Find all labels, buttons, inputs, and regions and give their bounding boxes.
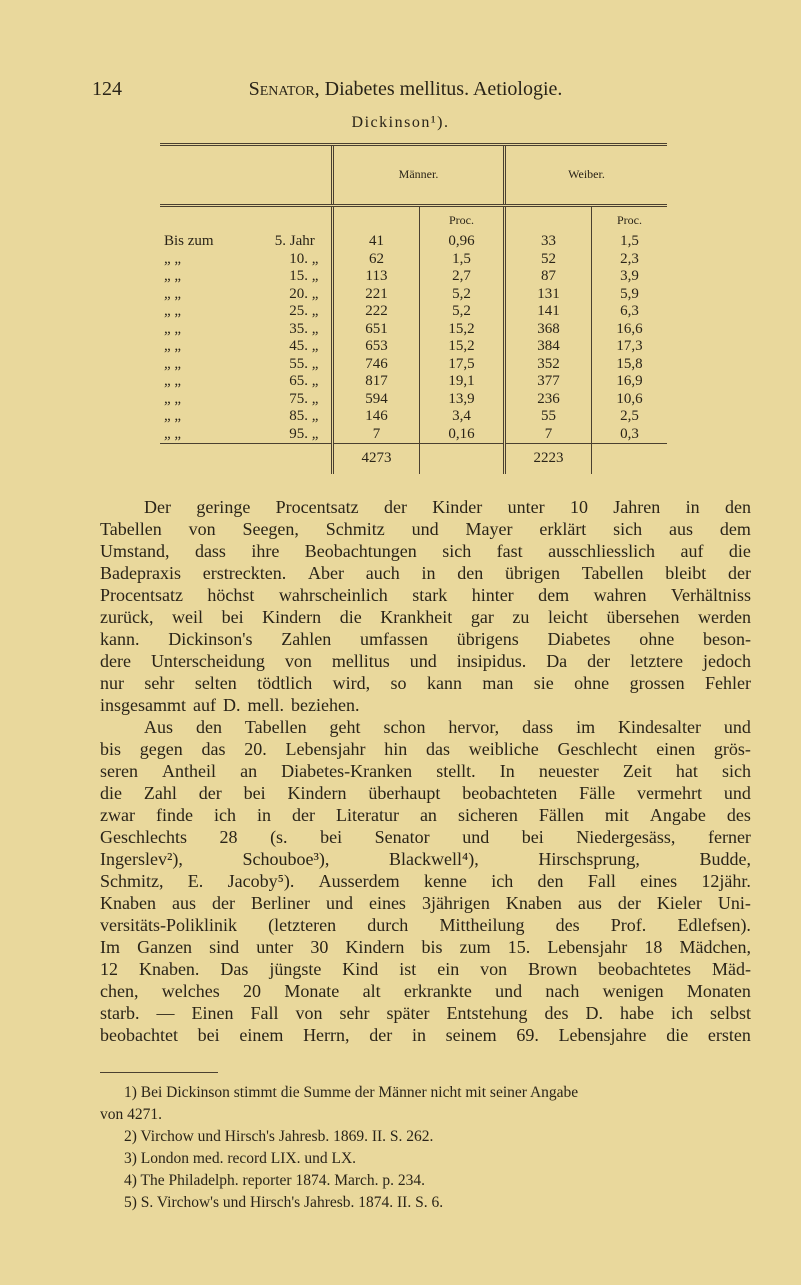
weiber-count: 131 [505,286,592,304]
text-line: Der geringe Procentsatz der Kinder unter 10 Jahren in den [144,497,751,517]
proc-label-row [160,206,667,234]
footnote-divider [100,1072,218,1073]
age-unit: „ [311,320,319,337]
weiber-count: 55 [505,408,592,426]
maenner-percent: 2,7 [420,268,505,286]
table-row [160,408,667,426]
page-number: 124 [92,78,122,100]
footnotes [100,1082,751,1214]
text-line: Knaben aus der Berliner und eines 3jährigen Knaben aus der Kieler Uni- [100,893,751,913]
age-unit: „ [311,355,319,372]
maenner-count: 746 [333,356,420,374]
age-prefix: „ „ [164,408,182,424]
maenner-percent: 0,16 [420,426,505,444]
text-line: Aus den Tabellen geht schon hervor, dass im Kindesalter und [144,717,751,737]
weiber-percent: 5,9 [592,286,668,304]
weiber-count: 52 [505,251,592,269]
weiber-count: 384 [505,338,592,356]
table-row [160,268,667,286]
age-label [160,391,333,409]
maenner-percent: 15,2 [420,321,505,339]
text-line: Geschlechts 28 (s. bei Senator und bei Niedergesäss, ferner [100,827,751,847]
weiber-percent: 10,6 [592,391,668,409]
age-unit: „ [311,303,319,319]
text-line: die Zahl der bei Kindern überhaupt beobachteten Fälle vermehrt und [100,783,751,803]
age-label [160,373,333,391]
weiber-percent: 16,9 [592,373,668,391]
weiber-percent: 3,9 [592,268,668,286]
text-line: Umstand, dass ihre Beobachtungen sich fast ausschliesslich auf die [100,541,751,561]
age-label [160,338,333,356]
age-unit: „ [311,268,319,284]
text-line: zwar finde ich in der Literatur an sicheren Fällen mit Angabe des [100,805,751,825]
table-row [160,251,667,269]
age-prefix: „ „ [164,338,182,354]
maenner-count: 222 [333,303,420,321]
age-value: 25. [289,303,308,319]
maenner-count: 221 [333,286,420,304]
weiber-total: 2223 [505,444,592,475]
age-unit: „ [311,408,319,424]
text-line: dere Unterscheidung von mellitus und insipidus. Da der letztere jedoch [100,651,751,671]
text-line: starb. — Einen Fall von sehr später Entstehung des D. habe ich selbst [100,1003,751,1023]
table-row [160,286,667,304]
weiber-percent: 17,3 [592,338,668,356]
table-row [160,391,667,409]
age-prefix: „ „ [164,250,182,267]
weiber-count: 87 [505,268,592,286]
maenner-percent: 0,96 [420,233,505,251]
age-unit: „ [311,285,319,302]
age-label [160,303,333,321]
age-prefix: „ „ [164,425,182,442]
table-row [160,373,667,391]
maenner-percent: 5,2 [420,303,505,321]
table-row [160,426,667,444]
maenner-percent: 1,5 [420,251,505,269]
age-distribution-table [160,143,667,474]
weiber-count: 377 [505,373,592,391]
age-unit: „ [311,250,319,267]
text-line: 12 Knaben. Das jüngste Kind ist ein von Brown beobachtetes Mäd- [100,959,751,979]
age-label [160,286,333,304]
weiber-percent: 6,3 [592,303,668,321]
table-row [160,356,667,374]
header-empty [160,145,333,206]
age-unit: „ [311,425,319,442]
maenner-count: 651 [333,321,420,339]
weiber-count: 368 [505,321,592,339]
maenner-count: 41 [333,233,420,251]
text-line: Tabellen von Seegen, Schmitz und Mayer erklärt sich aus dem [100,519,751,539]
text-line: chen, welches 20 Monate alt erkrankte und nach wenigen Monaten [100,981,751,1001]
age-label [160,321,333,339]
age-prefix: „ „ [164,390,182,407]
age-value: 85. [289,408,308,424]
weiber-count: 236 [505,391,592,409]
age-label [160,356,333,374]
age-label [160,408,333,426]
age-value: 75. [289,390,308,407]
weiber-percent: 0,3 [592,426,668,444]
maenner-count: 817 [333,373,420,391]
age-unit: Jahr [289,233,315,249]
age-unit: „ [311,338,319,354]
maenner-count: 594 [333,391,420,409]
footnote: 1) Bei Dickinson stimmt die Summe der Männer nicht mit seiner Angabe [124,1084,579,1101]
age-unit: „ [311,373,319,389]
text-line: Badepraxis erstreckten. Aber auch in den übrigen Tabellen bleibt der [100,563,751,583]
maenner-percent: 3,4 [420,408,505,426]
age-unit: „ [311,390,319,407]
age-label [160,268,333,286]
running-header-title: Diabetes mellitus. Aetiologie. [324,78,563,100]
text-line: insgesammt auf D. mell. beziehen. [100,695,360,715]
age-value: 10. [289,250,308,267]
footnote: von 4271. [100,1106,162,1123]
text-line: versitäts-Poliklinik (letzteren durch Mittheilung des Prof. Edlefsen). [100,915,751,935]
footnote: 5) S. Virchow's und Hirsch's Jahresb. 1874. II. S. 6. [124,1194,444,1211]
weiber-count: 33 [505,233,592,251]
text-line: Ingerslev²), Schouboe³), Blackwell⁴), Hirschsprung, Budde, [100,849,751,869]
maenner-percent: 5,2 [420,286,505,304]
text-line: bis gegen das 20. Lebensjahr hin das weibliche Geschlecht einen grös- [100,739,751,759]
proc-label-w: Proc. [592,206,668,234]
body-text [100,496,751,1046]
text-line: kann. Dickinson's Zahlen umfassen übrigens Diabetes ohne beson- [100,629,751,649]
running-header [0,78,801,101]
age-prefix: „ „ [164,303,182,319]
text-line: Schmitz, E. Jacoby⁵). Ausserdem kenne ich den Fall eines 12jähr. [100,871,751,891]
weiber-percent: 15,8 [592,356,668,374]
age-prefix: Bis zum [164,233,214,249]
weiber-count: 7 [505,426,592,444]
weiber-percent: 2,3 [592,251,668,269]
age-value: 55. [289,355,308,372]
age-label [160,233,333,251]
text-line: seren Antheil an Diabetes-Kranken stellt. In neuester Zeit hat sich [100,761,751,781]
age-value: 5. [274,233,286,249]
age-value: 95. [289,425,308,442]
text-line: Procentsatz höchst wahrscheinlich stark hinter dem wahren Verhältniss [100,585,751,605]
footnote: 3) London med. record LIX. und LX. [124,1150,357,1167]
text-line: beobachtet bei einem Herrn, der in seinem 69. Lebensjahre die ersten [100,1025,751,1045]
running-header-author: Senator, [248,78,320,100]
maenner-percent: 19,1 [420,373,505,391]
header-weiber: Weiber. [505,145,668,206]
age-prefix: „ „ [164,373,182,389]
age-prefix: „ „ [164,355,182,372]
maenner-percent: 13,9 [420,391,505,409]
footnote: 2) Virchow und Hirsch's Jahresb. 1869. II. S. 262. [124,1128,434,1145]
totals-row [160,444,667,475]
weiber-count: 141 [505,303,592,321]
maenner-count: 113 [333,268,420,286]
header-maenner: Männer. [333,145,505,206]
table-row [160,303,667,321]
maenner-total: 4273 [333,444,420,475]
age-prefix: „ „ [164,268,182,284]
weiber-percent: 2,5 [592,408,668,426]
age-prefix: „ „ [164,285,182,302]
text-line: zurück, weil bei Kindern die Krankheit gar zu leicht übersehen werden [100,607,751,627]
table-caption: Dickinson¹). [351,114,450,131]
proc-label-m: Proc. [420,206,505,234]
table-row [160,233,667,251]
age-value: 20. [289,285,308,302]
maenner-percent: 15,2 [420,338,505,356]
table-row [160,338,667,356]
table-header-row [160,145,667,206]
age-label [160,251,333,269]
age-value: 45. [289,338,308,354]
maenner-count: 62 [333,251,420,269]
text-line: nur sehr selten tödtlich wird, so kann man sie ohne grossen Fehler [100,673,751,693]
age-value: 35. [289,320,308,337]
maenner-count: 653 [333,338,420,356]
age-label [160,426,333,444]
weiber-percent: 16,6 [592,321,668,339]
age-value: 15. [289,268,308,284]
footnote: 4) The Philadelph. reporter 1874. March. p. 234. [124,1172,426,1189]
age-value: 65. [289,373,308,389]
maenner-count: 146 [333,408,420,426]
age-prefix: „ „ [164,320,182,337]
weiber-percent: 1,5 [592,233,668,251]
maenner-count: 7 [333,426,420,444]
maenner-percent: 17,5 [420,356,505,374]
weiber-count: 352 [505,356,592,374]
text-line: Im Ganzen sind unter 30 Kindern bis zum 15. Lebensjahr 18 Mädchen, [100,937,751,957]
table-row [160,321,667,339]
